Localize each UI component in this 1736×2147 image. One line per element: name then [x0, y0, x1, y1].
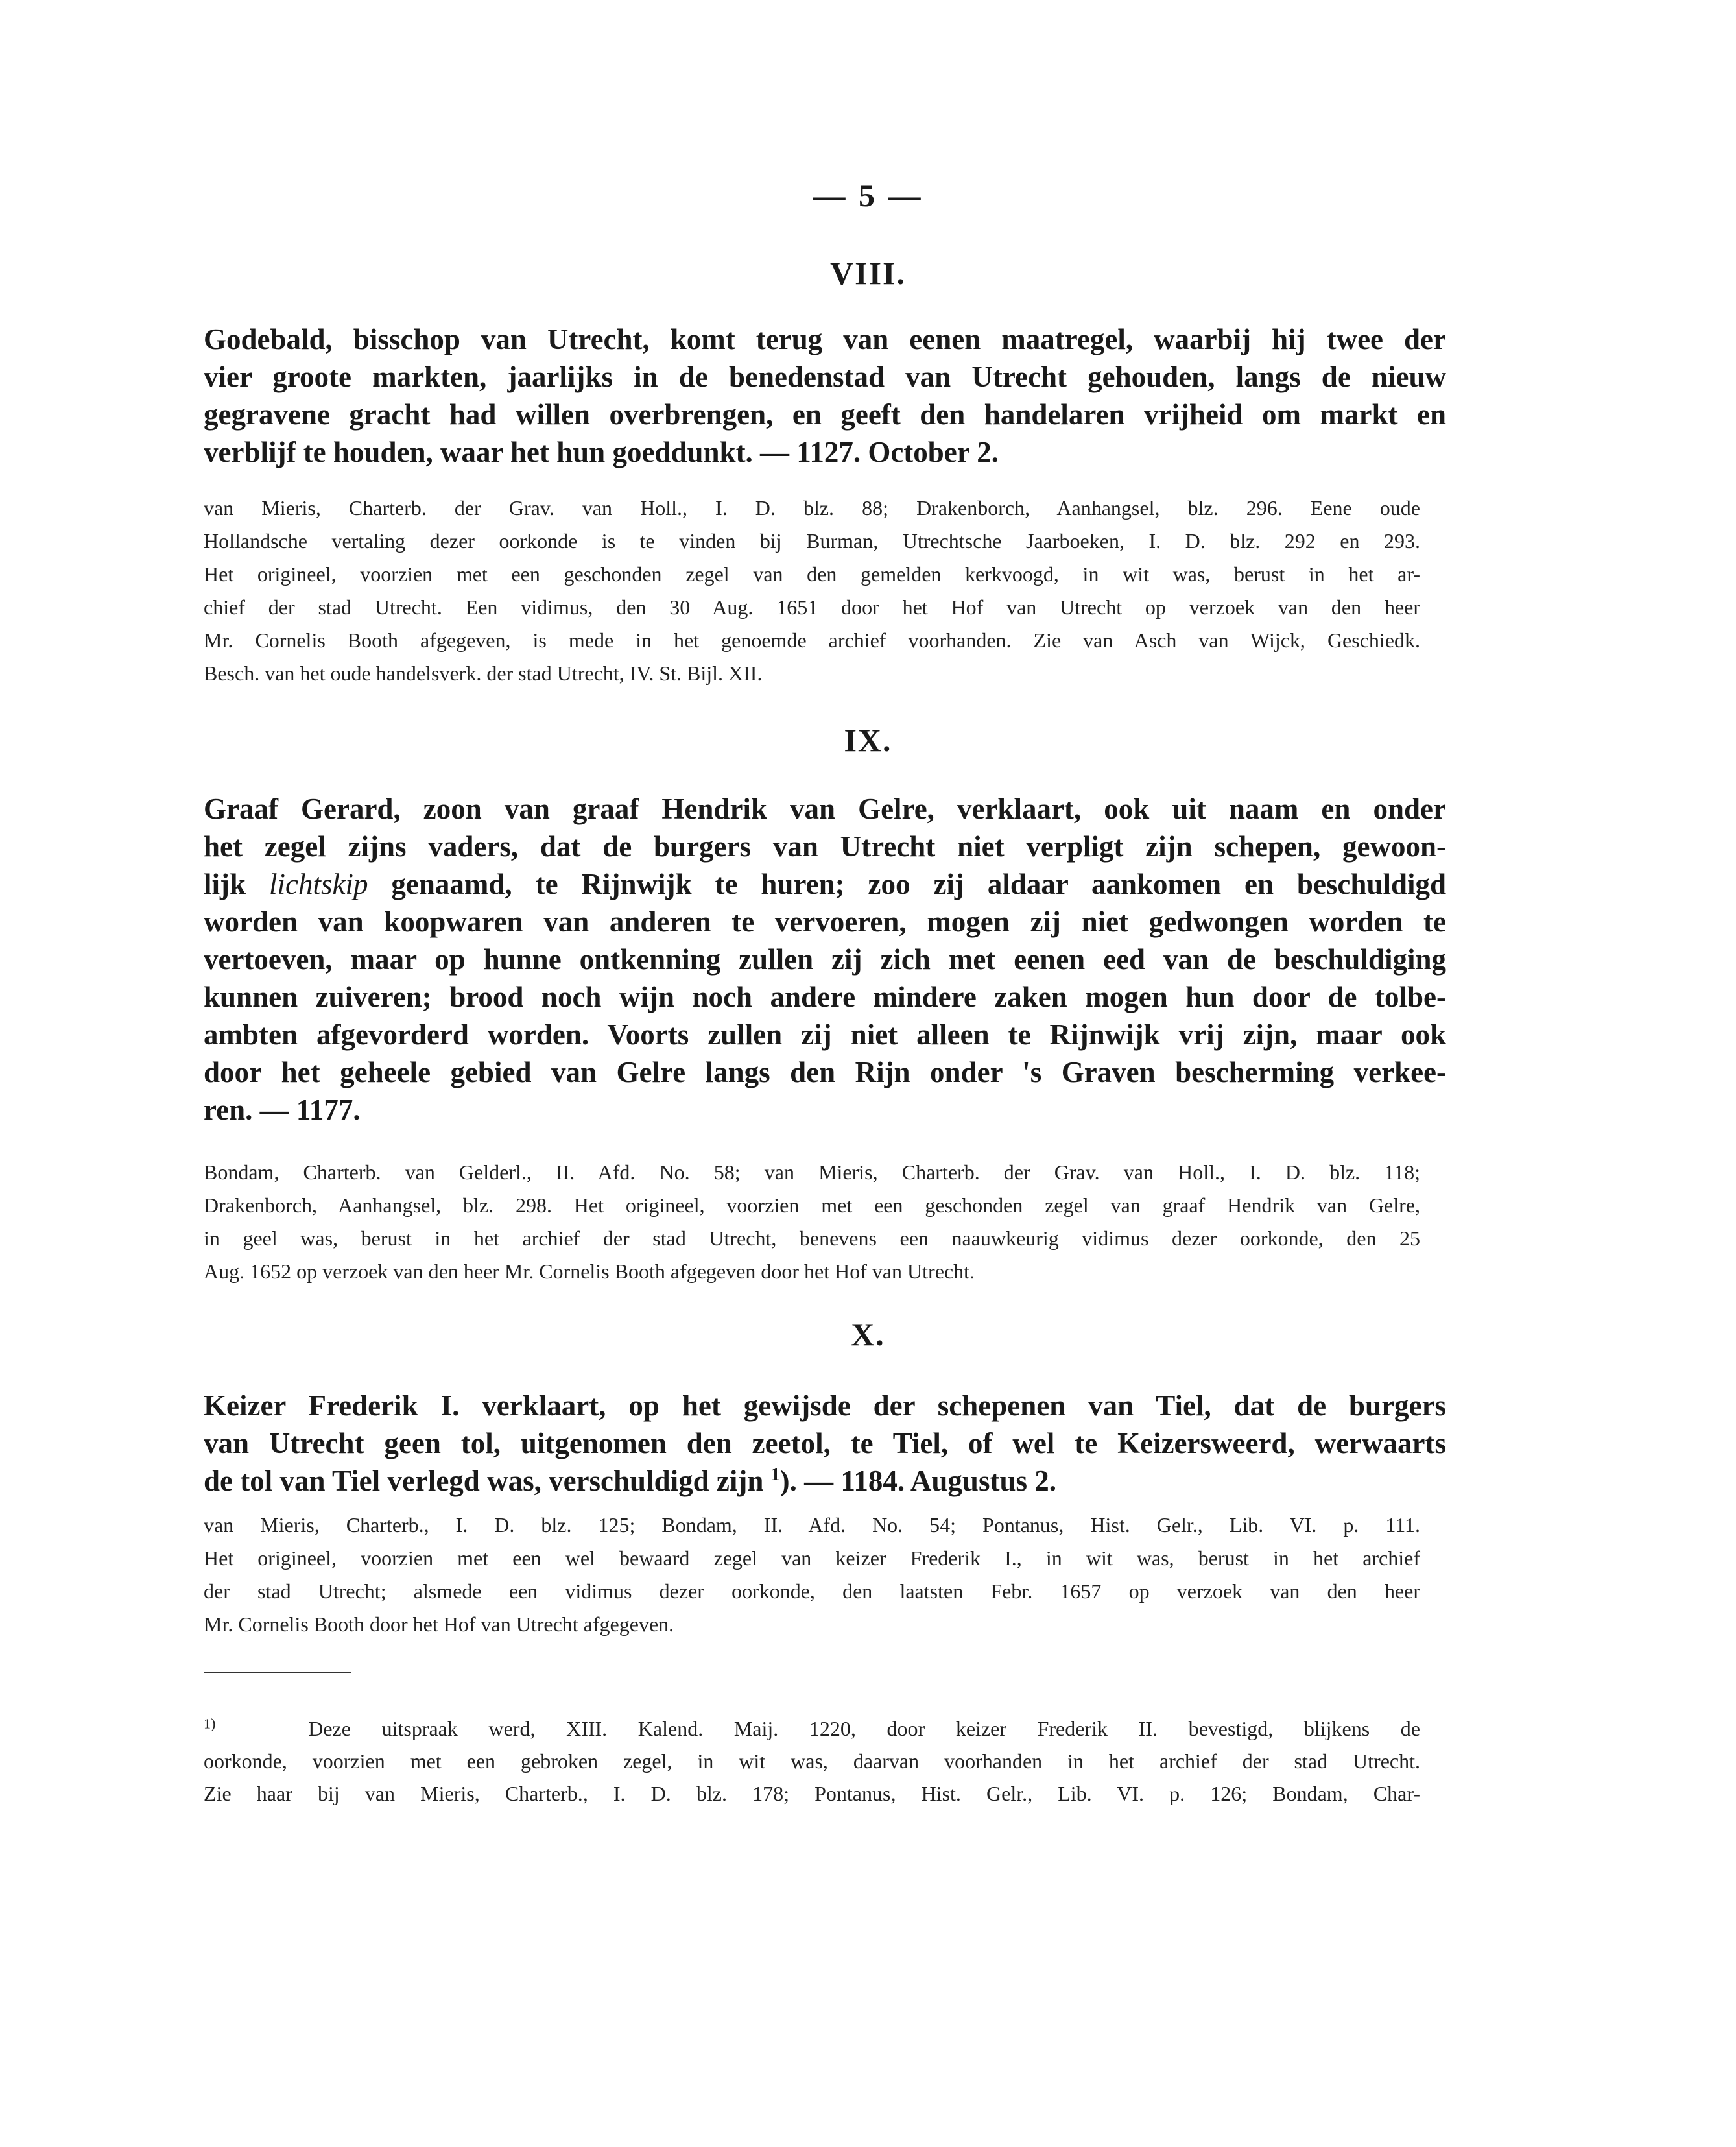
note-line: chief der stad Utrecht. Een vidimus, den 30 Aug. 1651 door het Hof van Utrecht op verzoek van den heer [204, 595, 1420, 619]
heading-line: kunnen zuiveren; brood noch wijn noch andere mindere zaken mogen hun door de tolbe- [204, 981, 1446, 1013]
note-line: Aug. 1652 op verzoek van den heer Mr. Cornelis Booth afgegeven door het Hof van Utrecht. [204, 1260, 975, 1283]
heading-line: vertoeven, maar op hunne ontkenning zullen zij zich met eenen eed van de beschuldiging [204, 943, 1446, 976]
note-line: Bondam, Charterb. van Gelderl., II. Afd. No. 58; van Mieris, Charterb. der Grav. van Holl., I. D. blz. 118; [204, 1160, 1420, 1184]
italic-term: lichtskip [268, 868, 368, 900]
note-line: van Mieris, Charterb., I. D. blz. 125; Bondam, II. Afd. No. 54; Pontanus, Hist. Gelr., Lib. VI. p. 111. [204, 1513, 1420, 1537]
note-line: Hollandsche vertaling dezer oorkonde is te vinden bij Burman, Utrechtsche Jaarboeken, I. D. blz. 292 en 293. [204, 529, 1420, 553]
section-number-x: X. [851, 1316, 885, 1352]
heading-line: ambten afgevorderd worden. Voorts zullen zij niet alleen te Rijnwijk vrij zijn, maar ook [204, 1018, 1446, 1051]
heading-line: Keizer Frederik I. verklaart, op het gewijsde der schepenen van Tiel, dat de burgers [204, 1389, 1446, 1422]
note-line: Besch. van het oude handelsverk. der stad Utrecht, IV. St. Bijl. XII. [204, 662, 763, 685]
heading-line: Graaf Gerard, zoon van graaf Hendrik van Gelre, verklaart, ook uit naam en onder [204, 793, 1446, 825]
footnote-divider [204, 1672, 351, 1673]
footnote-line [204, 1712, 1420, 1745]
footnote-text: Deze uitspraak werd, XIII. Kalend. Maij. 1220, door keizer Frederik II. bevestigd, blijkens de [308, 1717, 1421, 1740]
heading-fragment: de tol van Tiel verlegd was, verschuldigd zijn [204, 1465, 764, 1497]
heading-fragment: lijk [204, 868, 246, 900]
heading-line: vier groote markten, jaarlijks in de benedenstad van Utrecht gehouden, langs de nieuw [204, 361, 1446, 393]
heading-line: van Utrecht geen tol, uitgenomen den zeetol, te Tiel, of wel te Keizersweerd, werwaarts [204, 1427, 1446, 1459]
section-ix-notes [204, 1156, 1420, 1288]
section-viii-notes [204, 492, 1420, 690]
note-line: van Mieris, Charterb. der Grav. van Holl., I. D. blz. 88; Drakenborch, Aanhangsel, blz. 296. Eene oude [204, 496, 1420, 520]
section-x-heading [204, 1387, 1446, 1500]
footnote-line: oorkonde, voorzien met een gebroken zegel, in wit was, daarvan voorhanden in het archief der stad Utrecht. [204, 1749, 1420, 1773]
note-line: Het origineel, voorzien met een geschonden zegel van den gemelden kerkvoogd, in wit was, berust in het ar- [204, 562, 1420, 586]
section-ix-heading [204, 790, 1446, 1129]
heading-line: door het geheele gebied van Gelre langs den Rijn onder 's Graven bescherming verkee- [204, 1056, 1446, 1088]
heading-line: gegravene gracht had willen overbrengen, en geeft den handelaren vrijheid om markt en [204, 398, 1446, 431]
heading-fragment: genaamd, te Rijnwijk te huren; zoo zij aldaar aankomen en beschuldigd [391, 868, 1447, 900]
footnote-reference[interactable]: 1 [770, 1465, 780, 1485]
section-x-notes [204, 1509, 1420, 1641]
footnote-line: Zie haar bij van Mieris, Charterb., I. D. blz. 178; Pontanus, Hist. Gelr., Lib. VI. p. 126; Bondam, Char- [204, 1782, 1420, 1805]
heading-line: het zegel zijns vaders, dat de burgers van Utrecht niet verpligt zijn schepen, gewoon- [204, 830, 1446, 863]
heading-line-with-footnote-ref [204, 1462, 1446, 1500]
section-number-ix: IX. [844, 722, 892, 758]
note-line: Mr. Cornelis Booth door het Hof van Utrecht afgegeven. [204, 1613, 674, 1636]
note-line: Mr. Cornelis Booth afgegeven, is mede in het genoemde archief voorhanden. Zie van Asch van Wijck, Geschiedk. [204, 629, 1420, 652]
section-viii-heading [204, 320, 1446, 471]
note-line: Het origineel, voorzien met een wel bewaard zegel van keizer Frederik I., in wit was, berust in het archief [204, 1546, 1420, 1570]
heading-line: ren. — 1177. [204, 1094, 361, 1126]
footnote-marker: 1) [204, 1715, 216, 1732]
heading-line-with-italic [204, 865, 1446, 903]
heading-line: worden van koopwaren van anderen te vervoeren, mogen zij niet gedwongen worden te [204, 906, 1446, 938]
heading-fragment: ). — 1184. Augustus 2. [779, 1465, 1056, 1497]
section-number-viii: VIII. [830, 255, 906, 291]
heading-line: Godebald, bisschop van Utrecht, komt terug van eenen maatregel, waarbij hij twee der [204, 323, 1446, 355]
heading-line: verblijf te houden, waar het hun goeddunkt. — 1127. October 2. [204, 436, 999, 468]
note-line: Drakenborch, Aanhangsel, blz. 298. Het origineel, voorzien met een geschonden zegel van graaf Hendrik van Gelre, [204, 1193, 1420, 1217]
footnote [204, 1712, 1420, 1810]
note-line: der stad Utrecht; alsmede een vidimus dezer oorkonde, den laatsten Febr. 1657 op verzoek van den heer [204, 1579, 1420, 1603]
note-line: in geel was, berust in het archief der stad Utrecht, benevens een naauwkeurig vidimus dezer oorkonde, den 25 [204, 1227, 1420, 1250]
page-number: — 5 — [813, 177, 923, 213]
